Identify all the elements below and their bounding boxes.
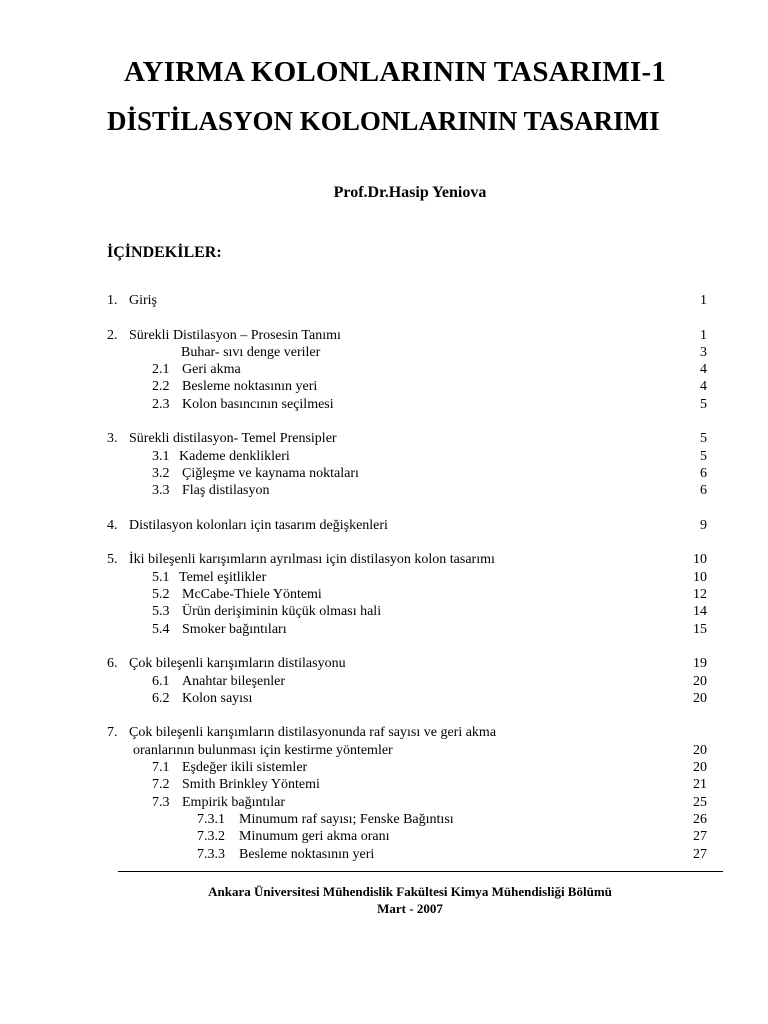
toc-entry bbox=[107, 517, 707, 534]
toc-entry-page: 5 bbox=[700, 448, 707, 464]
toc-entry bbox=[107, 690, 707, 707]
toc-entry bbox=[107, 811, 707, 828]
toc-entry-title: Sürekli distilasyon- Temel Prensipler bbox=[129, 431, 337, 447]
toc-entry-number: 3.1 bbox=[152, 448, 170, 464]
document-title: AYIRMA KOLONLARININ TASARIMI-1 bbox=[124, 56, 667, 88]
toc-entry-title: Empirik bağıntılar bbox=[182, 794, 286, 810]
toc-entry bbox=[107, 776, 707, 793]
toc-entry bbox=[107, 378, 707, 395]
toc-entry bbox=[107, 482, 707, 499]
toc-entry-title: Smoker bağıntıları bbox=[182, 621, 287, 637]
toc-entry bbox=[107, 344, 707, 361]
toc-entry-title: Çok bileşenli karışımların distilasyonu bbox=[129, 656, 346, 672]
toc-entry-page: 9 bbox=[700, 517, 707, 533]
table-of-contents bbox=[107, 292, 707, 863]
toc-entry-page: 19 bbox=[693, 656, 707, 672]
toc-entry-number: 6.2 bbox=[152, 690, 170, 706]
toc-entry-page: 1 bbox=[700, 327, 707, 343]
toc-entry-title: Anahtar bileşenler bbox=[182, 673, 286, 689]
toc-entry-page: 26 bbox=[693, 811, 707, 827]
toc-entry-page: 10 bbox=[693, 552, 707, 568]
toc-entry bbox=[107, 448, 707, 465]
toc-entry-title: Kolon sayısı bbox=[182, 690, 253, 706]
toc-entry-page: 27 bbox=[693, 846, 707, 862]
toc-entry-page: 6 bbox=[700, 483, 707, 499]
toc-entry-number: 7.3.3 bbox=[197, 846, 225, 862]
toc-entry-title: Buhar- sıvı denge veriler bbox=[181, 344, 321, 360]
toc-entry-page: 3 bbox=[700, 344, 707, 360]
toc-entry-title: Çok bileşenli karışımların distilasyonunda raf sayısı ve geri akma bbox=[129, 725, 497, 741]
toc-entry-page: 12 bbox=[693, 587, 707, 603]
toc-entry-title: Sürekli Distilasyon – Prosesin Tanımı bbox=[129, 327, 341, 343]
toc-entry bbox=[107, 794, 707, 811]
toc-entry-number: 7. bbox=[107, 725, 118, 741]
toc-entry-title: İki bileşenli karışımların ayrılması için distilasyon kolon tasarımı bbox=[129, 552, 495, 568]
toc-entry-page: 20 bbox=[693, 690, 707, 706]
toc-entry-number: 2.2 bbox=[152, 379, 170, 395]
toc-entry-page: 20 bbox=[693, 760, 707, 776]
toc-entry-number: 2.1 bbox=[152, 362, 170, 378]
toc-entry bbox=[107, 828, 707, 845]
footer-institution: Ankara Üniversitesi Mühendislik Fakültesi Kimya Mühendisliği Bölümü bbox=[208, 884, 612, 899]
toc-entry-page: 15 bbox=[693, 621, 707, 637]
toc-entry bbox=[107, 742, 707, 759]
toc-entry-number: 3.2 bbox=[152, 465, 170, 481]
toc-entry-number: 7.3.2 bbox=[197, 829, 225, 845]
toc-entry bbox=[107, 396, 707, 413]
toc-entry-number: 4. bbox=[107, 517, 118, 533]
toc-entry-number: 7.1 bbox=[152, 760, 170, 776]
toc-entry-title: McCabe-Thiele Yöntemi bbox=[182, 587, 322, 603]
toc-entry-number: 6.1 bbox=[152, 673, 170, 689]
toc-entry bbox=[107, 724, 707, 741]
toc-entry-title: Eşdeğer ikili sistemler bbox=[182, 760, 308, 776]
toc-entry bbox=[107, 430, 707, 447]
toc-entry-number: 7.3 bbox=[152, 794, 170, 810]
toc-entry bbox=[107, 551, 707, 568]
toc-entry bbox=[107, 673, 707, 690]
toc-entry-title: Flaş distilasyon bbox=[182, 483, 270, 499]
document-subtitle: DİSTİLASYON KOLONLARININ TASARIMI bbox=[107, 106, 660, 136]
toc-entry bbox=[107, 621, 707, 638]
toc-entry bbox=[107, 292, 707, 309]
toc-entry-page: 20 bbox=[693, 742, 707, 758]
toc-entry-number: 3. bbox=[107, 431, 118, 447]
toc-entry-page: 27 bbox=[693, 829, 707, 845]
toc-entry-title: Giriş bbox=[129, 293, 157, 308]
toc-entry-title: Distilasyon kolonları için tasarım değişkenleri bbox=[129, 517, 388, 533]
toc-entry-number: 5.4 bbox=[152, 621, 170, 637]
toc-entry bbox=[107, 655, 707, 672]
footer-date: Mart - 2007 bbox=[377, 901, 443, 916]
toc-entry-page: 20 bbox=[693, 673, 707, 689]
toc-entry-number: 7.3.1 bbox=[197, 811, 225, 827]
toc-entry-page: 5 bbox=[700, 396, 707, 412]
toc-entry-number: 5.3 bbox=[152, 604, 170, 620]
toc-entry-page: 10 bbox=[693, 569, 707, 585]
toc-entry-title: Besleme noktasının yeri bbox=[182, 379, 318, 395]
toc-entry-number: 5. bbox=[107, 552, 118, 568]
toc-entry-title: Besleme noktasının yeri bbox=[239, 846, 375, 862]
toc-entry-page: 4 bbox=[700, 362, 707, 378]
toc-entry-page: 1 bbox=[700, 293, 707, 308]
toc-entry bbox=[107, 586, 707, 603]
toc-entry-title: Çiğleşme ve kaynama noktaları bbox=[182, 465, 359, 481]
author: Prof.Dr.Hasip Yeniova bbox=[333, 184, 487, 201]
toc-entry-number: 5.2 bbox=[152, 587, 170, 603]
toc-entry-page: 25 bbox=[693, 794, 707, 810]
toc-entry bbox=[107, 465, 707, 482]
toc-entry-page: 14 bbox=[693, 604, 707, 620]
toc-entry-title: Smith Brinkley Yöntemi bbox=[182, 777, 320, 793]
toc-entry-title: Kademe denklikleri bbox=[179, 448, 290, 464]
toc-entry-title: Kolon basıncının seçilmesi bbox=[182, 396, 334, 412]
toc-entry bbox=[107, 569, 707, 586]
toc-entry-number: 7.2 bbox=[152, 777, 170, 793]
toc-entry bbox=[107, 327, 707, 344]
toc-entry-page: 21 bbox=[693, 777, 707, 793]
toc-heading: İÇİNDEKİLER: bbox=[107, 244, 222, 261]
toc-entry-title: oranlarının bulunması için kestirme yöntemler bbox=[133, 742, 393, 758]
toc-entry-number: 2. bbox=[107, 327, 118, 343]
toc-entry-page: 4 bbox=[700, 379, 707, 395]
divider bbox=[118, 871, 723, 872]
toc-entry-title: Temel eşitlikler bbox=[179, 569, 267, 585]
toc-entry bbox=[107, 361, 707, 378]
toc-entry-page: 6 bbox=[700, 465, 707, 481]
toc-entry-number: 2.3 bbox=[152, 396, 170, 412]
toc-entry bbox=[107, 759, 707, 776]
toc-entry-number: 6. bbox=[107, 656, 118, 672]
toc-entry-number: 3.3 bbox=[152, 483, 170, 499]
toc-entry-number: 5.1 bbox=[152, 569, 170, 585]
toc-entry-page: 5 bbox=[700, 431, 707, 447]
toc-entry-title: Geri akma bbox=[182, 362, 241, 378]
toc-entry-title: Ürün derişiminin küçük olması hali bbox=[182, 604, 382, 620]
toc-entry-number: 1. bbox=[107, 293, 118, 308]
toc-entry-title: Minumum raf sayısı; Fenske Bağıntısı bbox=[239, 811, 454, 827]
toc-entry-title: Minumum geri akma oranı bbox=[239, 829, 390, 845]
toc-entry bbox=[107, 846, 707, 863]
toc-entry bbox=[107, 603, 707, 620]
